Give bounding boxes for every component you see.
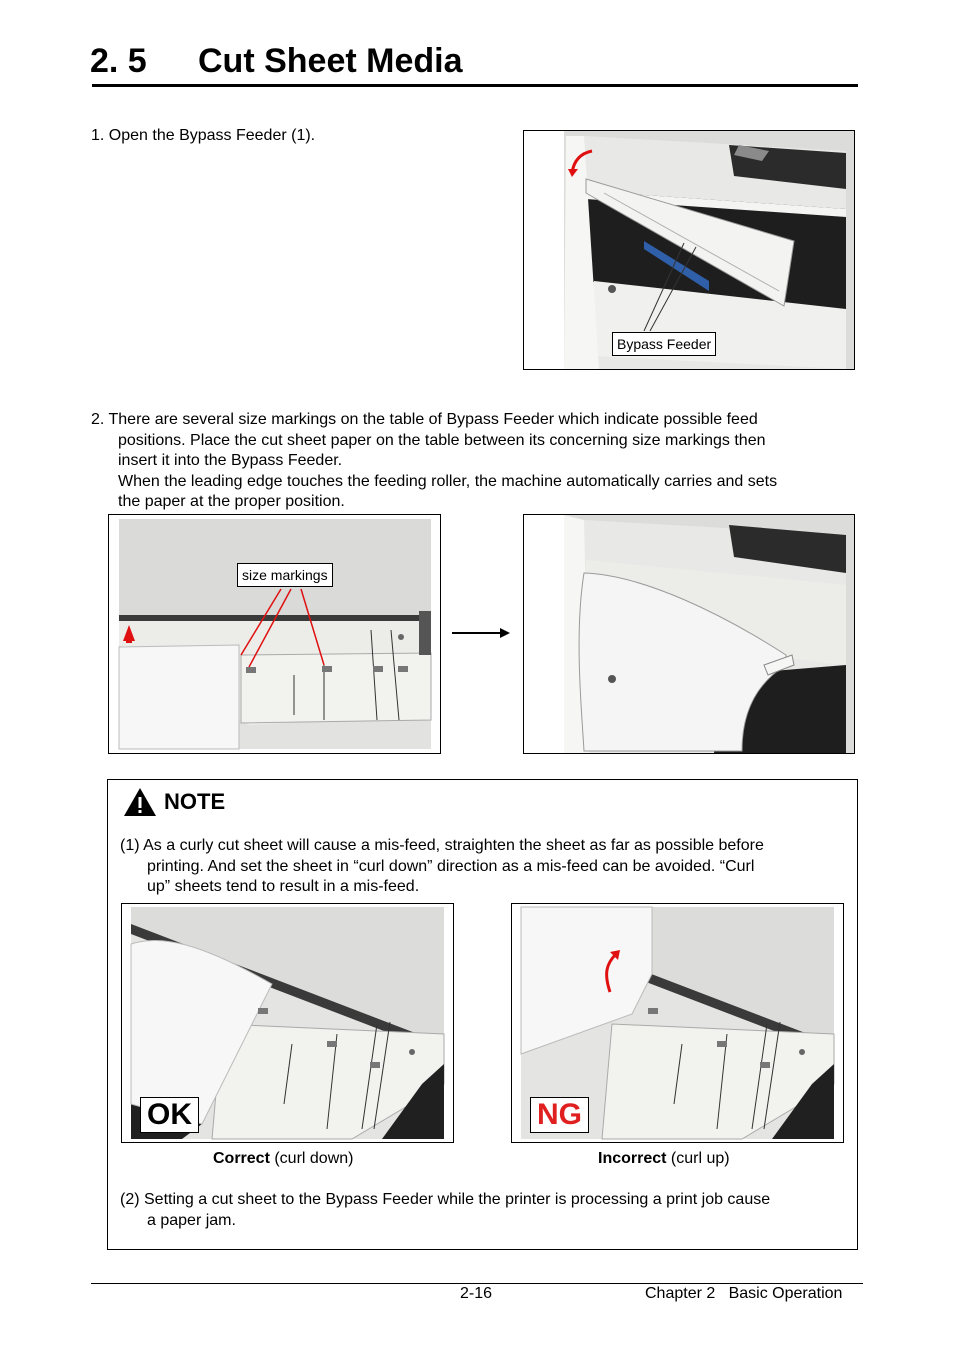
size-markings-illustration (109, 515, 440, 753)
note-item1-line2: printing. And set the sheet in “curl down” direction as a mis-feed can be avoided. “Curl (147, 857, 755, 875)
warning-icon (122, 786, 158, 818)
figure-bypass-feeder-open (523, 130, 855, 370)
note-item2-line1: (2) Setting a cut sheet to the Bypass Feeder while the printer is processing a print job cause (120, 1191, 771, 1208)
step2-line4: When the leading edge touches the feeding roller, the machine automatically carries and sets (118, 472, 778, 490)
footer-rule (91, 1283, 863, 1284)
caption-correct-bold: Correct (213, 1150, 270, 1167)
caption-incorrect (598, 1150, 730, 1168)
step2-line3: insert it into the Bypass Feeder. (118, 452, 343, 469)
note-item1-line1: (1) As a curly cut sheet will cause a mis-feed, straighten the sheet as far as possible before (120, 837, 764, 854)
caption-incorrect-bold: Incorrect (598, 1150, 667, 1167)
callout-size-markings: size markings (237, 563, 333, 587)
section-title: Cut Sheet Media (198, 42, 463, 80)
step2-line1: 2. There are several size markings on the table of Bypass Feeder which indicate possible feed (91, 411, 758, 428)
step1-text: 1. Open the Bypass Feeder (1). (91, 127, 316, 144)
title-rule (92, 84, 858, 87)
ok-badge: OK (140, 1097, 199, 1133)
ng-badge: NG (530, 1097, 589, 1133)
page-title (90, 44, 462, 78)
callout-bypass-feeder: Bypass Feeder (612, 332, 716, 356)
caption-correct-rest: (curl down) (269, 1150, 354, 1167)
section-number: 2. 5 (90, 42, 147, 80)
note-item1-line3: up” sheets tend to result in a mis-feed. (147, 878, 420, 895)
note-box (107, 779, 858, 1250)
chapter-label: Chapter 2 Basic Operation (645, 1285, 843, 1302)
figure-curl-down (121, 903, 454, 1143)
caption-incorrect-rest: (curl up) (666, 1150, 730, 1167)
right-arrow-icon (450, 626, 512, 640)
figure-size-markings (108, 514, 441, 754)
note-title: NOTE (164, 789, 226, 814)
figure-curl-up (511, 903, 844, 1143)
page-number: 2-16 (460, 1285, 493, 1302)
note-item2-line2: a paper jam. (147, 1211, 236, 1229)
step2-line5: the paper at the proper position. (118, 493, 345, 510)
figure-paper-set (523, 514, 855, 754)
step2-line2: positions. Place the cut sheet paper on the table between its concerning size markings then (118, 431, 766, 449)
paper-set-illustration (524, 515, 854, 753)
caption-correct (213, 1150, 353, 1168)
